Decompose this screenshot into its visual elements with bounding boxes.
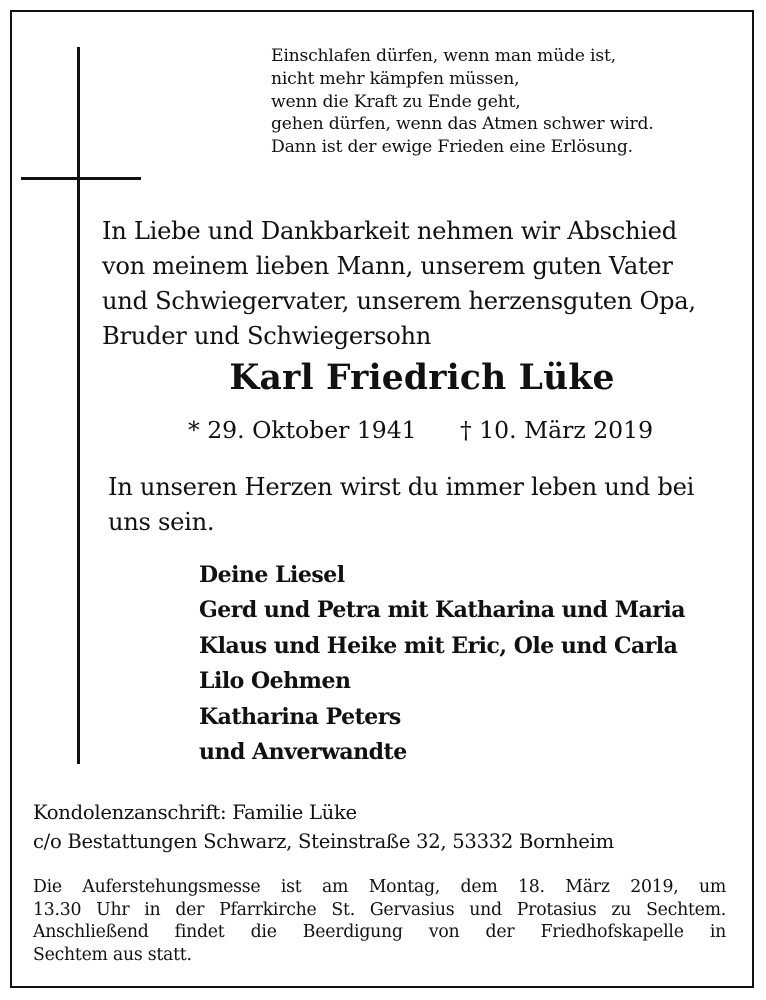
deceased-name: Karl Friedrich Lüke	[229, 358, 615, 398]
poem-line: nicht mehr kämpfen müssen,	[271, 68, 520, 89]
intro-line: Bruder und Schwiegersohn	[102, 322, 432, 350]
intro-line: von meinem lieben Mann, unserem guten Vater	[102, 252, 673, 280]
notice-line: Die Auferstehungsmesse ist am Montag, dem 18. März 2019, um	[33, 877, 726, 897]
mourner: Lilo Oehmen	[199, 668, 351, 695]
cross-icon-horizontal-bar	[21, 177, 141, 180]
mourner: Gerd und Petra mit Katharina und Maria	[199, 597, 686, 624]
intro-line: In Liebe und Dankbarkeit nehmen wir Abschied	[102, 217, 677, 245]
mourner: Klaus und Heike mit Eric, Ole und Carla	[199, 632, 678, 659]
notice-line: Sechtem aus statt.	[33, 944, 192, 965]
poem	[271, 45, 731, 159]
poem-line: wenn die Kraft zu Ende geht,	[271, 91, 521, 112]
condolence-address	[33, 798, 733, 856]
intro-line: und Schwiegervater, unserem herzensguten Opa,	[102, 287, 696, 315]
mourners-list	[199, 558, 749, 770]
life-dates	[188, 416, 654, 444]
poem-line: Einschlafen dürfen, wenn man müde ist,	[271, 46, 616, 66]
birth-date: * 29. Oktober 1941	[188, 416, 417, 444]
remembrance-line: uns sein.	[108, 508, 215, 536]
mourner: Katharina Peters	[199, 703, 401, 730]
poem-line: Dann ist der ewige Frieden eine Erlösung.	[271, 137, 633, 158]
funeral-notice	[33, 876, 726, 966]
remembrance-text	[108, 470, 748, 540]
address-line: c/o Bestattungen Schwarz, Steinstraße 32, 53332 Bornheim	[33, 830, 614, 853]
notice-line: Anschließend findet die Beerdigung von der Friedhofskapelle in	[33, 922, 726, 942]
address-line: Kondolenzanschrift: Familie Lüke	[33, 801, 357, 824]
remembrance-line: In unseren Herzen wirst du immer leben und bei	[108, 473, 695, 501]
notice-line: 13.30 Uhr in der Pfarrkirche St. Gervasius und Protasius zu Sechtem.	[33, 899, 726, 920]
farewell-intro	[102, 214, 742, 354]
death-date: † 10. März 2019	[460, 416, 654, 444]
poem-line: gehen dürfen, wenn das Atmen schwer wird.	[271, 114, 654, 135]
cross-icon-vertical-bar	[77, 47, 80, 764]
mourner: Deine Liesel	[199, 562, 345, 588]
mourner: und Anverwandte	[199, 739, 407, 766]
